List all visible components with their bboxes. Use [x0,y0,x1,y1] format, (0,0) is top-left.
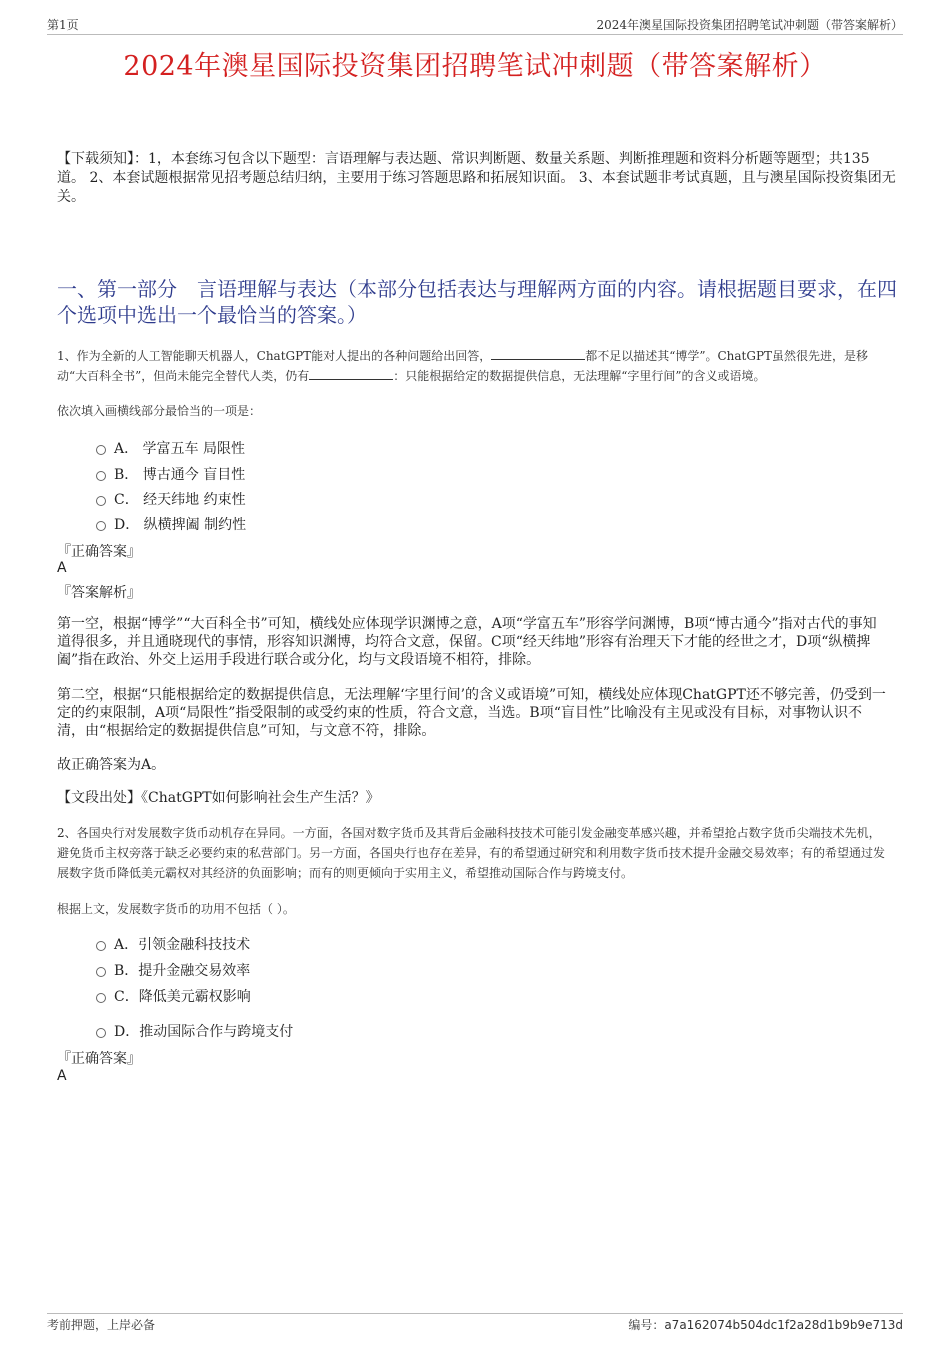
source-citation: 【文段出处】《ChatGPT如何影响社会生产生活？》 [57,790,380,806]
correct-answer-label: 『正确答案』 [57,544,141,560]
question-1-option-d[interactable] [96,514,246,534]
question-2-option-c[interactable] [96,986,251,1006]
option-label: C． 经天纬地 约束性 [114,492,246,508]
correct-answer-label: 『正确答案』 [57,1051,141,1067]
option-label: B． 博古通今 盲目性 [114,467,246,483]
radio-icon[interactable] [96,1028,106,1038]
question-1-stem [57,346,887,386]
download-notice: 【下载须知】：1，本套练习包含以下题型：言语理解与表达题、常识判断题、数量关系题、判断推理题和资料分析题等题型；共135道。 2、本套试题根据常见招考题总结归纳，主要用于练习答题思路和拓展知识面。 3、本套试题非考试真题，且与澳星国际投资集团无关。 [57,151,896,205]
question-2-prompt: 根据上文，发展数字货币的功用不包括（ ）。 [57,902,295,916]
question-2-option-d[interactable] [96,1021,293,1041]
footer-code-label: 编号： [628,1318,665,1332]
question-2-option-b[interactable] [96,960,250,980]
radio-icon[interactable] [96,496,106,506]
radio-icon[interactable] [96,445,106,455]
option-label: D． 纵横捭阖 制约性 [114,517,247,533]
option-label: D．推动国际合作与跨境支付 [114,1024,294,1040]
radio-icon[interactable] [96,521,106,531]
option-label: C．降低美元霸权影响 [114,989,251,1005]
correct-answer-value: A [57,1068,67,1084]
question-1-stem-part-b: 都不足以描述其“博学”。ChatGPT虽然很先进，是移动“大百科全书”，但尚未能完全替代人类，仍有 [57,349,869,383]
radio-icon[interactable] [96,993,106,1003]
radio-icon[interactable] [96,941,106,951]
question-1-prompt: 依次填入画横线部分最恰当的一项是： [57,404,262,418]
question-2-stem: 2、各国央行对发展数字货币动机存在异同。一方面，各国对数字货币及其背后金融科技技术可能引发金融变革感兴趣，并希望抢占数字货币尖端技术先机，避免货币主权旁落于缺乏必要约束的私营部门。另一方面，各国央行也存在差异，有的希望通过研究和利用数字货币技术提升金融交易效率；有的希望通过发展数字货币降低美元霸权对其经济的负面影响；而有的则更倾向于实用主义，希望推动国际合作与跨境支付。 [57,826,886,880]
question-1-option-b[interactable] [96,464,245,484]
analysis-label: 『答案解析』 [57,585,141,601]
correct-answer-value: A [57,560,67,576]
radio-icon[interactable] [96,967,106,977]
footer-slogan: 考前押题，上岸必备 [47,1318,156,1332]
analysis-paragraph-1: 第一空，根据“博学”“大百科全书”可知，横线处应体现学识渊博之意，A项“学富五车”形容学问渊博，B项“博古通今”指对古代的事知道得很多，并且通晓现代的事情，形容知识渊博，均符合文意，保留。C项“经天纬地”形容有治理天下才能的经世之才，D项“纵横捭阖”指在政治、外交上运用手段进行联合或分化，均与文段语境不相符，排除。 [57,616,877,668]
page-header [47,14,903,35]
blank-1 [491,347,585,360]
question-2-option-a[interactable] [96,934,250,954]
question-1-option-a[interactable] [96,438,245,458]
question-1-stem-part-a: 1、作为全新的人工智能聊天机器人，ChatGPT能对人提出的各种问题给出回答， [57,349,492,363]
question-1-option-c[interactable] [96,489,246,509]
option-label: A．引领金融科技技术 [114,937,251,953]
analysis-paragraph-2: 第二空，根据“只能根据给定的数据提供信息，无法理解‘字里行间’的含义或语境”可知，横线处应体现ChatGPT还不够完善，仍受到一定的约束限制，A项“局限性”指受限制的或受约束的性质，符合文意，当选。B项“盲目性”比喻没有主见或没有目标，对事物认识不清，由“根据给定的数据提供信息”可知，与文意不符，排除。 [57,687,886,739]
option-label: A． 学富五车 局限性 [114,441,246,457]
question-1-stem-part-c: ：只能根据给定的数据提供信息，无法理解“字里行间”的含义或语境。 [393,369,766,383]
section-heading: 一、第一部分 言语理解与表达（本部分包括表达与理解两方面的内容。请根据题目要求，在四个选项中选出一个最恰当的答案。） [57,277,897,327]
page-title: 2024年澳星国际投资集团招聘笔试冲刺题（带答案解析） [123,51,827,82]
page-number: 第1页 [47,18,79,32]
page-footer [47,1313,903,1334]
footer-code-value: a7a162074b504dc1f2a28d1b9b9e713d [664,1318,903,1332]
analysis-conclusion: 故正确答案为A。 [57,757,166,773]
option-label: B．提升金融交易效率 [114,963,251,979]
radio-icon[interactable] [96,471,106,481]
blank-2 [309,367,393,380]
footer-code [628,1316,903,1333]
header-doc-title: 2024年澳星国际投资集团招聘笔试冲刺题（带答案解析） [596,18,903,32]
